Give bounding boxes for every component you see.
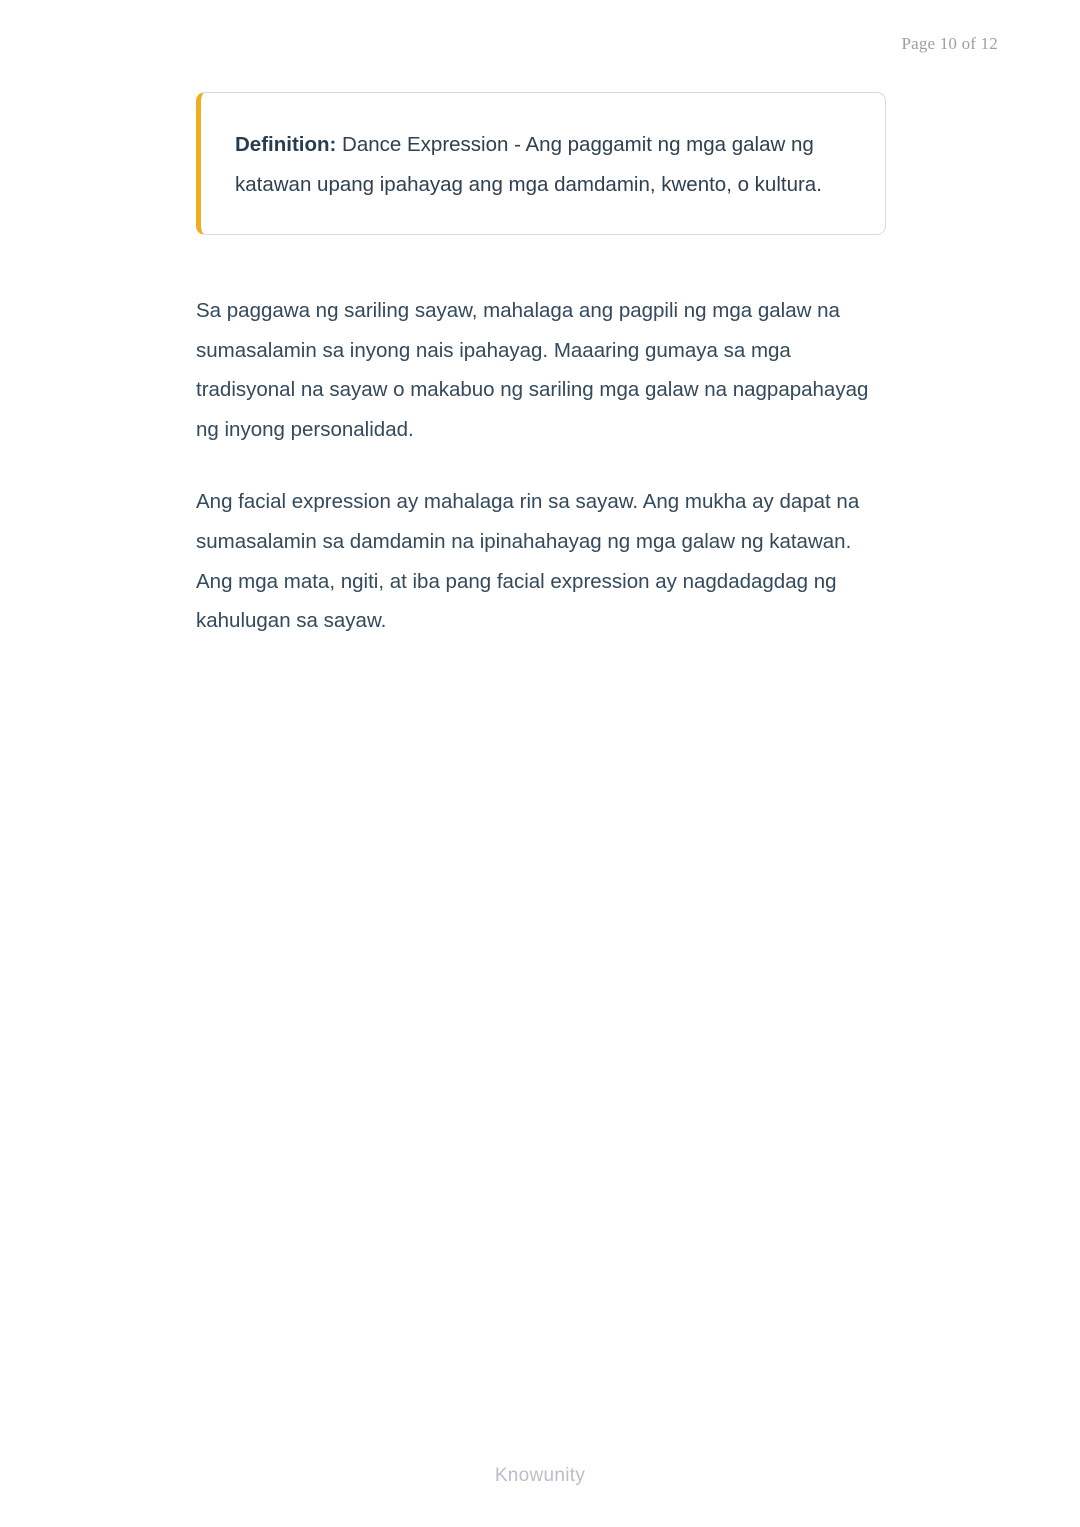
definition-text bbox=[235, 125, 851, 204]
footer-brand-label: Knowunity bbox=[494, 1465, 586, 1486]
definition-term-label: Definition: bbox=[235, 133, 337, 156]
page-number-indicator: Page 10 of 12 bbox=[901, 34, 998, 53]
definition-body: Dance Expression - Ang paggamit ng mga galaw ng katawan upang ipahayag ang mga damdamin, kwento, o kultura. bbox=[235, 133, 822, 196]
body-paragraph-2: Ang facial expression ay mahalaga rin sa sayaw. Ang mukha ay dapat na sumasalamin sa damdamin na ipinahahayag ng mga galaw ng katawan. Ang mga mata, ngiti, at iba pang facial expression ay nagdadagdag ng kahulugan sa sayaw. bbox=[196, 490, 860, 633]
body-paragraph-1: Sa paggawa ng sariling sayaw, mahalaga ang pagpili ng mga galaw na sumasalamin sa inyong nais ipahayag. Maaaring gumaya sa mga tradisyonal na sayaw o makabuo ng sariling mga galaw na nagpapahayag ng inyong personalidad. bbox=[196, 299, 869, 441]
definition-callout bbox=[196, 92, 886, 235]
page-content bbox=[196, 92, 886, 641]
